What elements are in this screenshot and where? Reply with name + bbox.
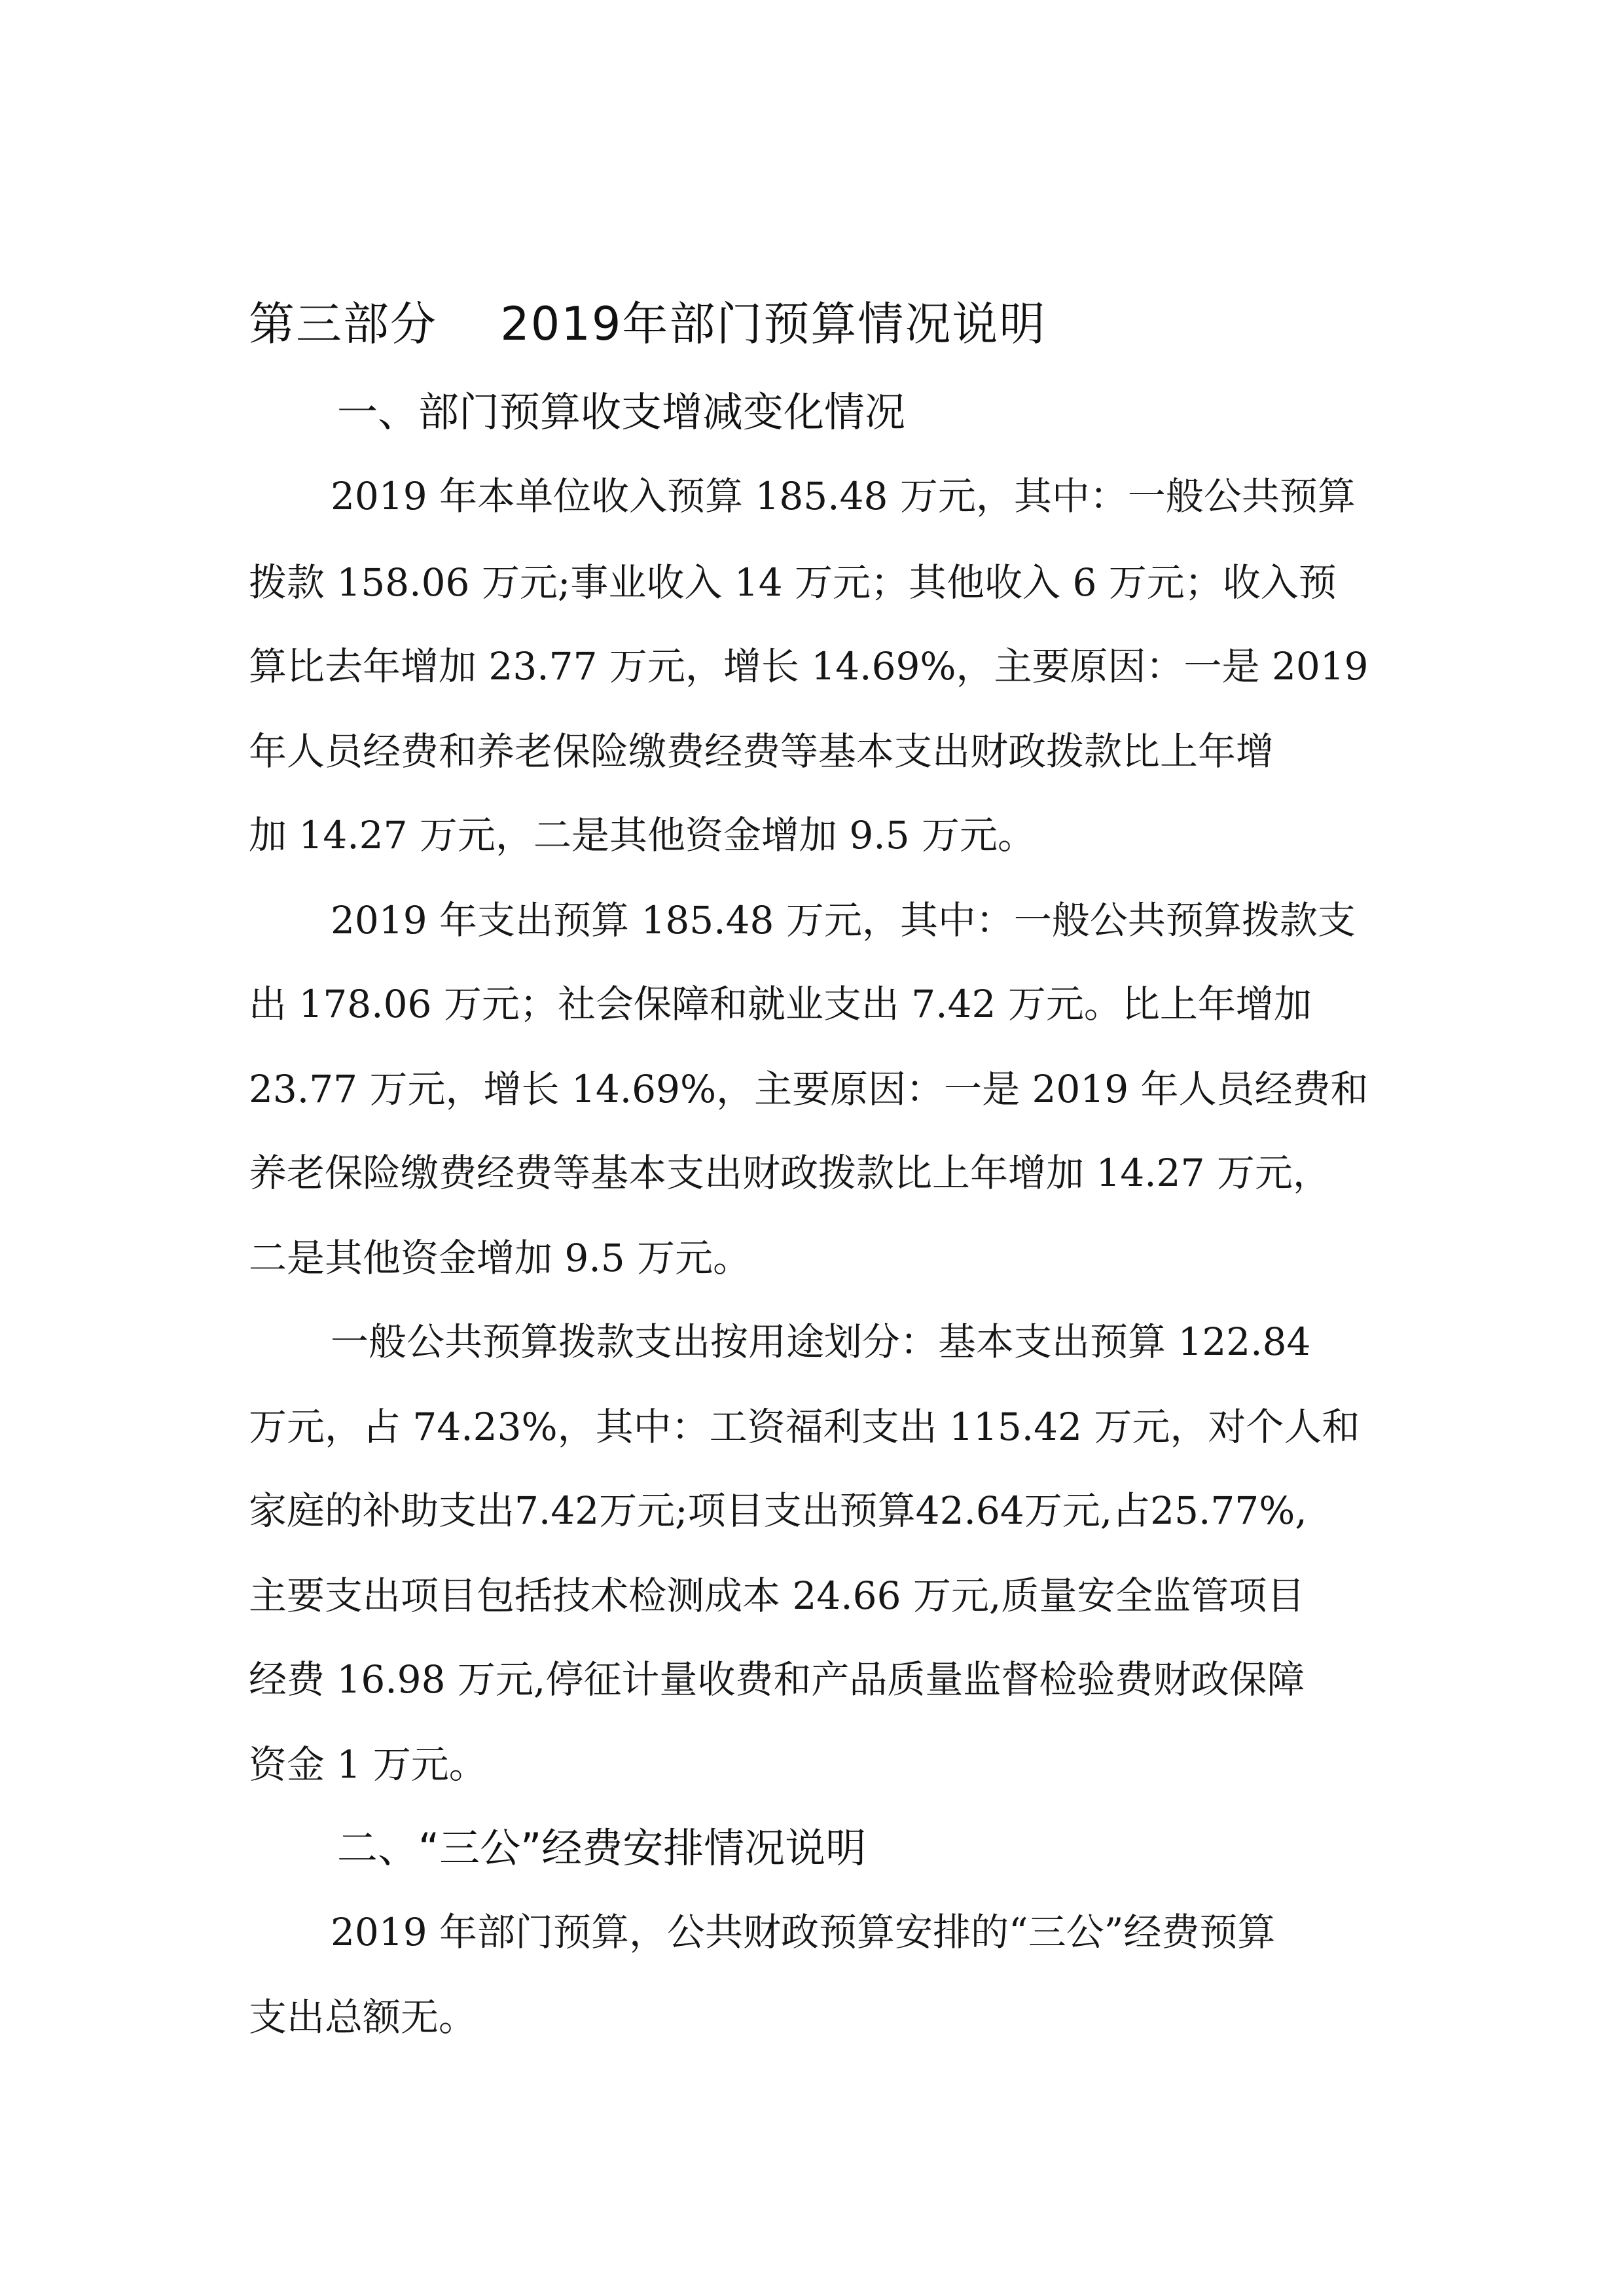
paragraph-line: 二是其他资金增加 9.5 万元。 (249, 1236, 751, 1280)
part-title: 第三部分 2019年部门预算情况说明 (249, 297, 1047, 351)
paragraph-line: 一般公共预算拨款支出按用途划分：基本支出预算 122.84 (331, 1319, 1311, 1364)
paragraph-line: 23.77 万元，增长 14.69%，主要原因：一是 2019 年人员经费和 (249, 1067, 1369, 1111)
paragraph-line: 资金 1 万元。 (249, 1742, 487, 1787)
section-heading-budget-changes: 一、部门预算收支增减变化情况 (337, 388, 906, 436)
paragraph-line: 万元，占 74.23%，其中：工资福利支出 115.42 万元，对个人和 (249, 1405, 1360, 1449)
paragraph-line: 经费 16.98 万元,停征计量收费和产品质量监督检验费财政保障 (249, 1657, 1305, 1702)
paragraph-line: 加 14.27 万元，二是其他资金增加 9.5 万元。 (249, 813, 1036, 857)
paragraph-line: 家庭的补助支出7.42万元;项目支出预算42.64万元,占25.77%, (249, 1488, 1307, 1533)
paragraph-line: 出 178.06 万元；社会保障和就业支出 7.42 万元。比上年增加 (249, 982, 1312, 1026)
paragraph-line: 2019 年本单位收入预算 185.48 万元，其中：一般公共预算 (331, 474, 1356, 518)
paragraph-line: 年人员经费和养老保险缴费经费等基本支出财政拨款比上年增 (249, 729, 1274, 774)
paragraph-line: 养老保险缴费经费等基本支出财政拨款比上年增加 14.27 万元， (249, 1151, 1331, 1195)
paragraph-line: 主要支出项目包括技术检测成本 24.66 万元,质量安全监管项目 (249, 1573, 1305, 1618)
paragraph-line: 算比去年增加 23.77 万元，增长 14.69%，主要原因：一是 2019 (249, 644, 1369, 689)
paragraph-line: 拨款 158.06 万元;事业收入 14 万元；其他收入 6 万元；收入预 (249, 560, 1337, 605)
paragraph-line: 支出总额无。 (249, 1995, 477, 2039)
paragraph-line: 2019 年部门预算，公共财政预算安排的“三公”经费预算 (331, 1910, 1276, 1954)
section-heading-three-public-expenses: 二、“三公”经费安排情况说明 (337, 1824, 867, 1872)
paragraph-line: 2019 年支出预算 185.48 万元，其中：一般公共预算拨款支 (331, 898, 1356, 942)
